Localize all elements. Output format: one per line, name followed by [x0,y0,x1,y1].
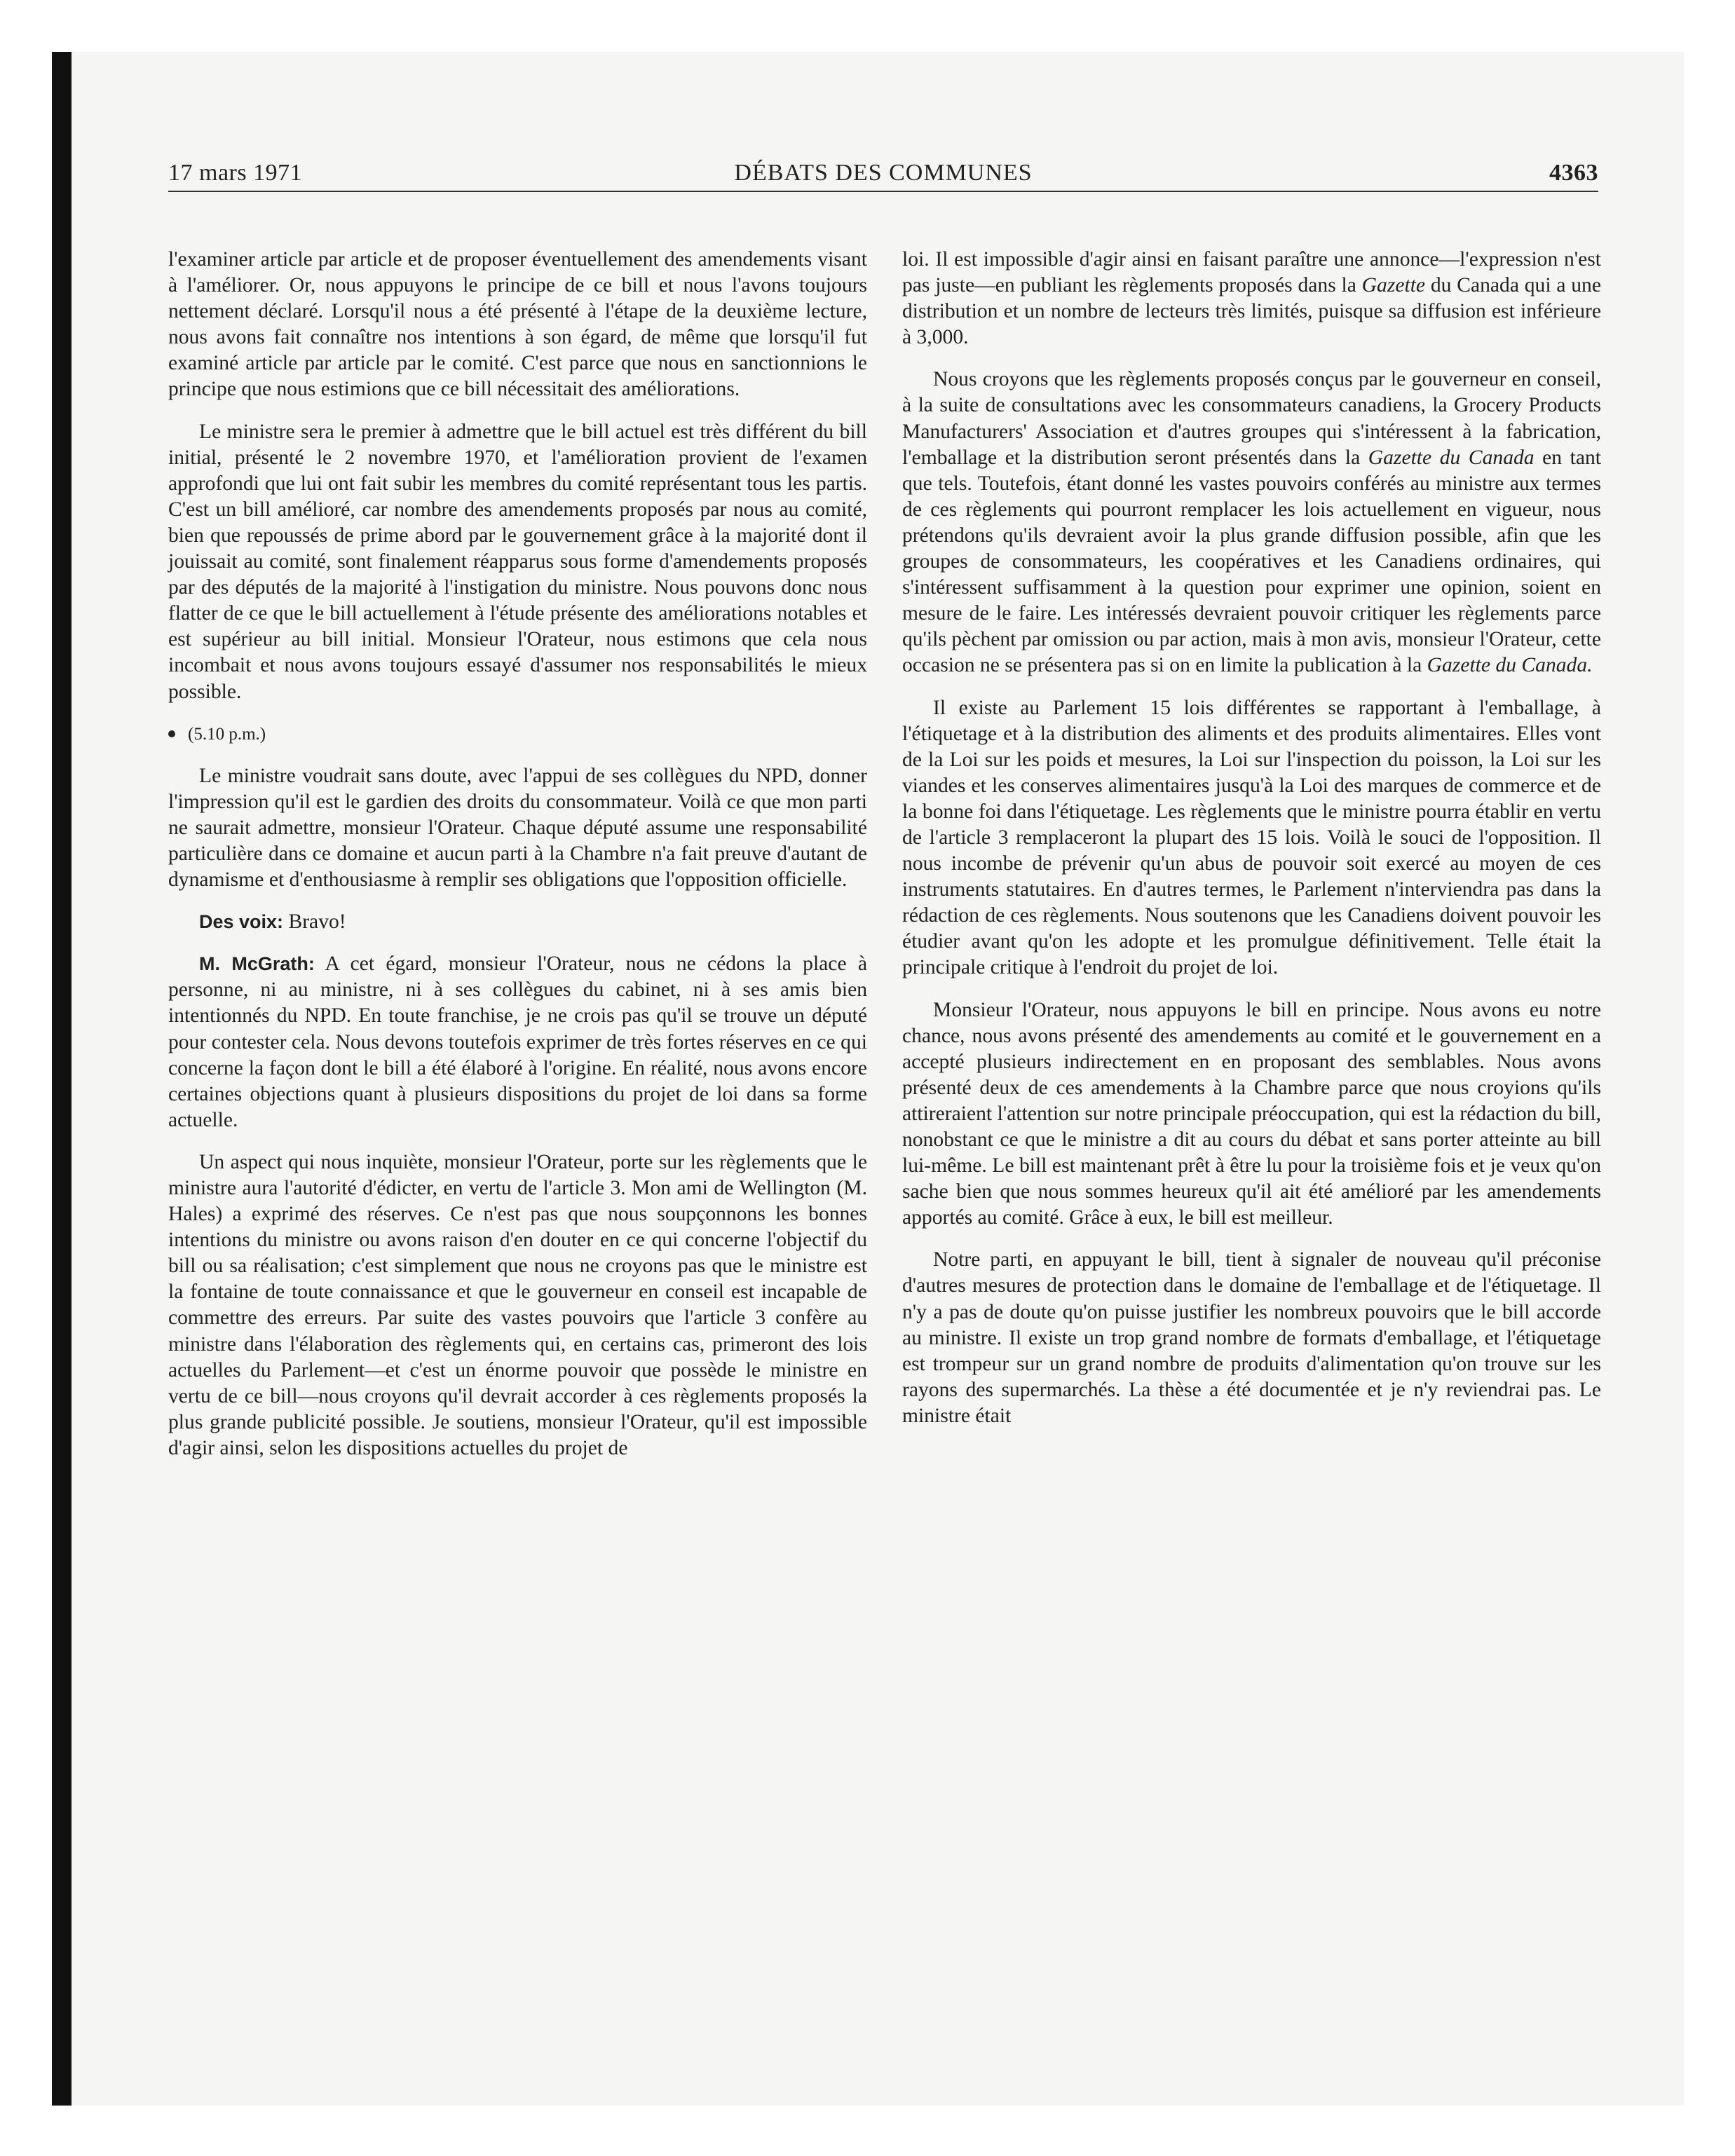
paragraph: Le ministre voudrait sans doute, avec l'appui de ses collègues du NPD, donner l'impression qu'il est le gardien des droits du consommateur. Voilà ce que mon parti ne saurait admettre, monsieur l'Orateur. Chaque député assume une responsabilité particulière dans ce domaine et aucun parti à la Chambre n'a fait preuve d'autant de dynamisme et d'enthousiasme à remplir ses obligations que l'opposition officielle. [168,764,867,892]
paragraph: Il existe au Parlement 15 lois différentes se rapportant à l'emballage, à l'étiquetage et à la distribution des aliments et des produits alimentaires. Elles vont de la Loi sur les poids et mesures, la Loi sur l'inspection du poisson, la Loi sur les viandes et les conserves alimentaires jusqu'à la Loi des marques de commerce et de la bonne foi dans l'étiquetage. Les règlements que le ministre pourra établir en vertu de l'article 3 remplaceront la plupart des 15 lois. Voilà le souci de l'opposition. Il nous incombe de prévenir qu'un abus de pouvoir soit exercé au moyen de ces instruments statutaires. En d'autres termes, le Parlement n'interviendra pas dans la rédaction de ces règlements. Nous soutenons que les Canadiens doivent pouvoir les étudier avant qu'on les adopte et les promulgue définitivement. Telle était la principale critique à l'endroit du projet de loi. [902,696,1601,979]
speaker-label: Des voix: [199,911,284,933]
italic-text: Gazette [1361,274,1426,297]
scan-edge-bar [52,52,72,2106]
paragraph [902,247,1601,350]
page-header [168,150,1598,192]
text-run: Nous croyons que les règlements proposés conçus par le gouverneur en conseil, à la suite de consultations avec les consommateurs canadiens, la Grocery Products Manufacturers' Association et d'autres groupes qui s'intéressent à la fabrication, l'emballage et la distribution seront présentés dans la [902,368,1601,469]
speaker-paragraph [168,909,867,935]
text-run: en tant que tels. Toutefois, étant donné les vastes pouvoirs conférés au ministre aux termes de ces règlements qui pourront remplacer les lois actuellement en vigueur, nous prétendons qu'ils devraient avoir la plus grande diffusion possible, afin que les groupes de consommateurs, les coopératives et les Canadiens ordinaires, qui s'intéressent suffisamment à la question pour exprimer une opinion, soient en mesure de le faire. Les intéressés devraient pouvoir critiquer les règlements parce qu'ils pèchent par omission ou par action, mais à mon avis, monsieur l'Orateur, cette occasion ne se présentera pas si on en limite la publication à la [902,446,1602,677]
header-date: 17 mars 1971 [168,160,303,186]
time-marker-text: (5.10 p.m.) [188,724,266,744]
speaker-label: M. McGrath: [199,953,315,975]
header-page-number: 4363 [1549,160,1598,186]
italic-text: Gazette du Canada [1368,446,1535,469]
speech-text: A cet égard, monsieur l'Orateur, nous ne cédons la place à personne, ni au ministre, ni à ses collègues du cabinet, ni à ses amis bien intentionnés du NPD. En toute franchise, je ne crois pas qu'il se trouve un député pour contester cela. Nous devons toutefois exprimer de très fortes réserves en ce qui concerne la façon dont le bill a été élaboré à l'origine. En réalité, nous avons encore certaines objections quant à plusieurs dispositions du projet de loi dans sa forme actuelle. [168,953,867,1131]
text-run: loi. Il est impossible d'agir ainsi en faisant paraître une annonce—l'expression n'est pas juste—en publiant les règlements proposés dans la [902,248,1601,297]
header-title: DÉBATS DES COMMUNES [734,160,1033,186]
right-column [902,247,1601,1445]
paragraph: Notre parti, en appuyant le bill, tient à signaler de nouveau qu'il préconise d'autres mesures de protection dans le domaine de l'emballage et de l'étiquetage. Il n'y a pas de doute qu'on puisse justifier les nombreux pouvoirs que le bill accorde au ministre. Il existe un trop grand nombre de formats d'emballage, et l'étiquetage est trompeur sur un grand nombre de produits d'alimentation qu'on trouve sur les rayons des supermarchés. La thèse a été documentée et je n'y reviendrai pas. Le ministre était [902,1248,1601,1427]
speaker-paragraph [168,951,867,1133]
paragraph: Le ministre sera le premier à admettre que le bill actuel est très différent du bill initial, présenté le 2 novembre 1970, et l'amélioration provient de l'examen approfondi que lui ont fait subir les membres du comité représentant tous les partis. C'est un bill amélioré, car nombre des amendements proposés par nous au comité, bien que repoussés de prime abord par le gouvernement grâce à la majorité dont il jouissait au comité, sont finalement réapparus sous forme d'amendements proposés par des députés de la majorité à l'instigation du ministre. Nous pouvons donc nous flatter de ce que le bill actuellement à l'étude présente des améliorations notables et est supérieur au bill initial. Monsieur l'Orateur, nous estimons que cela nous incombait et nous avons toujours essayé d'assumer nos responsabilités le mieux possible. [168,420,867,703]
italic-text: Gazette du Canada. [1427,654,1593,677]
paragraph: l'examiner article par article et de proposer éventuellement des amendements visant à l'améliorer. Or, nous appuyons le principe de ce bill et nous l'avons toujours nettement déclaré. Lorsqu'il nous a été présenté à l'étape de la deuxième lecture, nous avons fait connaître nos intentions à son égard, de même que lorsqu'il fut examiné article par article par le comité. C'est parce que nous en sanctionnions le principe que nous estimions que ce bill nécessitait des améliorations. [168,248,867,401]
paragraph: Un aspect qui nous inquiète, monsieur l'Orateur, porte sur les règlements que le ministre aura l'autorité d'édicter, en vertu de l'article 3. Mon ami de Wellington (M. Hales) a exprimé des réserves. Ce n'est pas que nous soupçonnons les bonnes intentions du ministre ou avons raison d'en douter en ce qui concerne l'objectif du bill ou sa réalisation; c'est simplement que nous ne croyons pas que le ministre est la fontaine de toute connaissance et que le gouverneur en conseil est incapable de commettre des erreurs. Par suite des vastes pouvoirs que l'article 3 confère au ministre dans l'élaboration des règlements qui, en certains cas, primeront des lois actuelles du Parlement—et c'est un énorme pouvoir que possède le ministre en vertu de ce bill—nous croyons qu'il devrait accorder à ces règlements proposés la plus grande publicité possible. Je soutiens, monsieur l'Orateur, qu'il est impossible d'agir ainsi, selon les dispositions actuelles du projet de [168,1150,867,1459]
paragraph [902,367,1601,678]
bullet-icon [168,730,175,737]
text-run: du Canada qui a une distribution et un nombre de lecteurs très limités, puisque sa diffusion est inférieure à 3,000. [902,274,1601,349]
paragraph: Monsieur l'Orateur, nous appuyons le bill en principe. Nous avons eu notre chance, nous avons présenté des amendements au comité et le gouvernement en a accepté plusieurs indirectement en en proposant des semblables. Nous avons présenté deux de ces amendements à la Chambre parce que nous croyions qu'ils attireraient l'attention sur notre principale préoccupation, qui est la rédaction du bill, nonobstant ce que le ministre a dit au cours du débat et sans porter atteinte au bill lui-même. Le bill est maintenant prêt à être lu pour la troisième fois et je veux qu'on sache bien que nous sommes heureux qu'il ait été amélioré par les amendements apportés au comité. Grâce à eux, le bill est meilleur. [902,998,1601,1229]
time-marker [168,721,867,747]
speech-text: Bravo! [283,910,346,934]
left-column [168,247,867,1478]
